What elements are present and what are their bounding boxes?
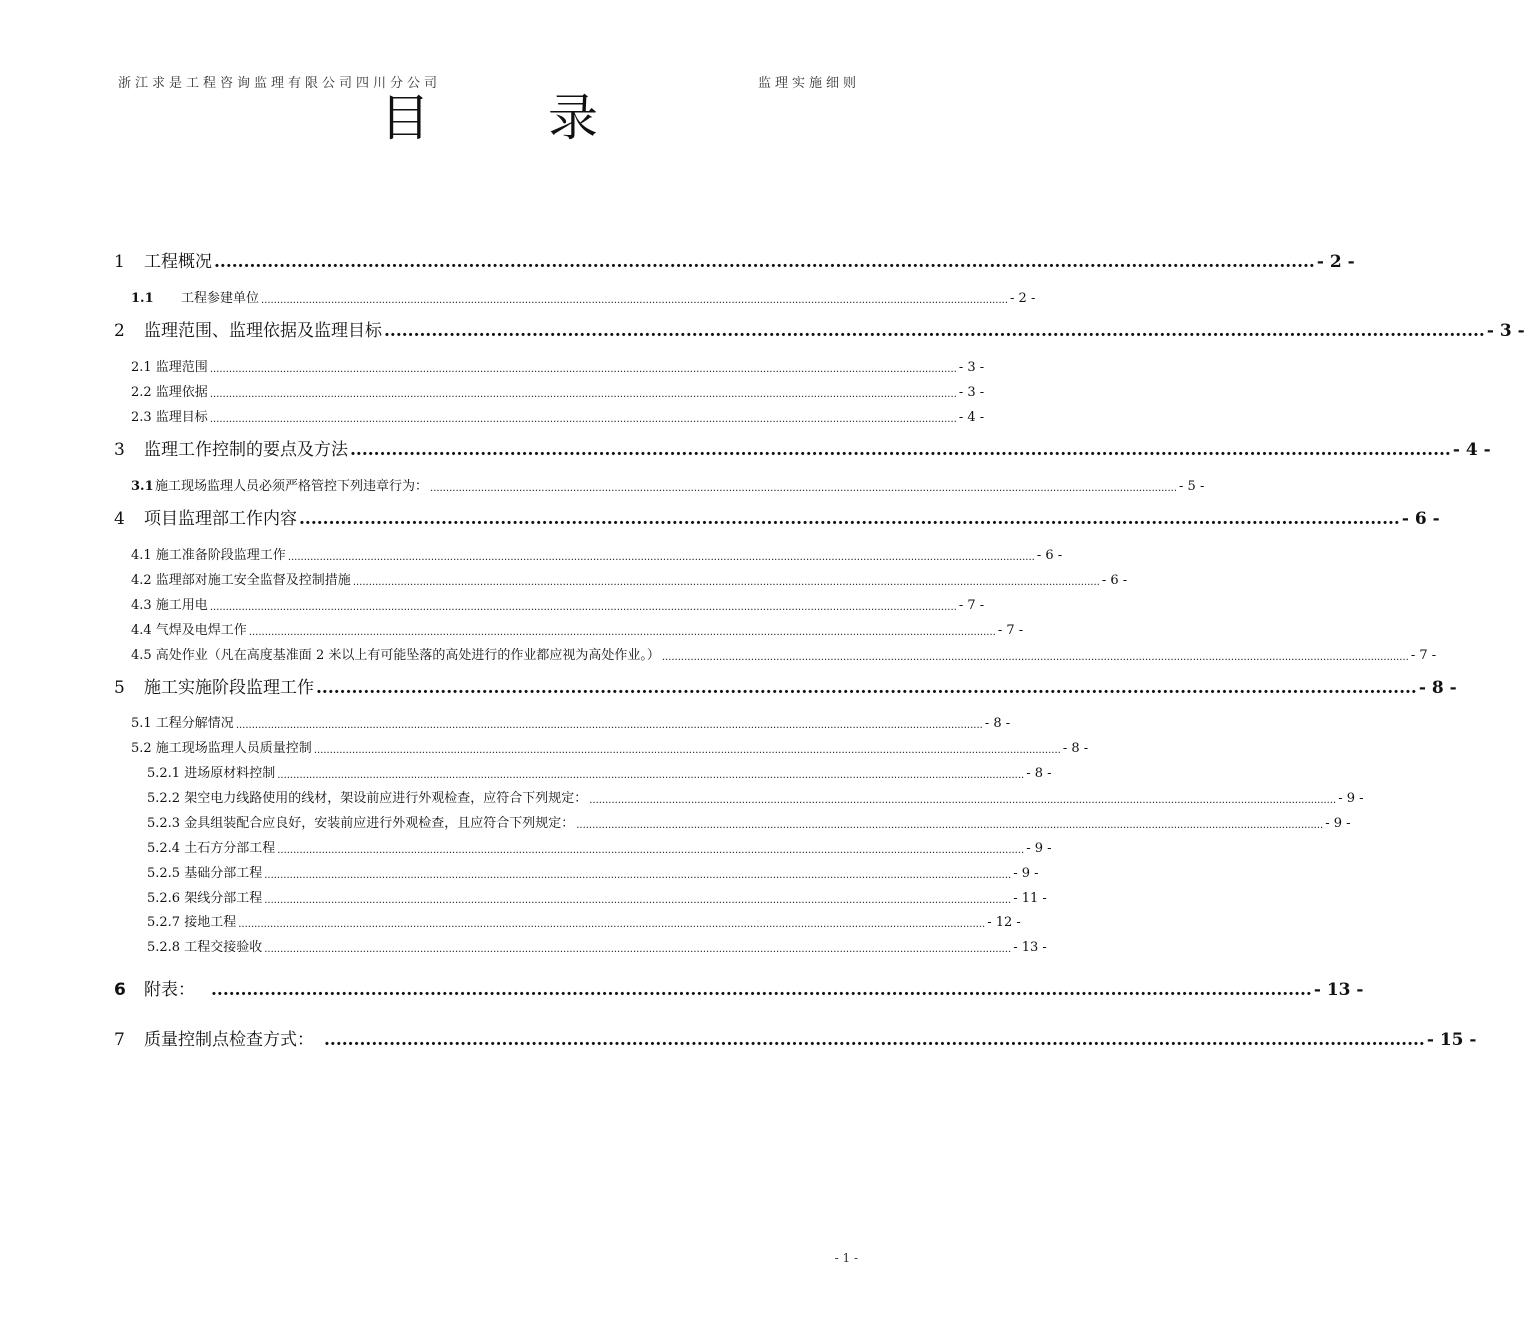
toc-label: 监理工作控制的要点及方法 — [144, 440, 348, 460]
toc-page: - 3 - — [958, 360, 985, 375]
toc-entry-5-2-1[interactable] — [0, 761, 1052, 781]
toc-label: 4.4 气焊及电焊工作 — [131, 623, 247, 638]
toc-label: 4.2 监理部对施工安全监督及控制措施 — [131, 573, 351, 588]
page-number: - 1 - — [834, 1251, 858, 1265]
toc-page: - 7 - — [958, 598, 985, 613]
toc-leader: .......................................................................................................................................................................................... — [211, 980, 1312, 1000]
title-char-2: 录 — [548, 89, 598, 147]
toc-leader: ........................................................................................................................................................................................................................................... — [277, 845, 1025, 856]
toc-page: - 11 - — [1013, 891, 1047, 906]
toc-entry-3-1[interactable] — [0, 474, 1205, 494]
toc-leader: ........................................................................................................................................................................................................................................... — [589, 795, 1337, 806]
toc-entry-5-2-6[interactable] — [0, 886, 1047, 906]
toc-page: - 3 - — [958, 385, 985, 400]
toc-label: 5.2.2 架空电力线路使用的线材，架设前应进行外观检查，应符合下列规定： — [147, 791, 588, 806]
toc-leader: ........................................................................................................................................................................................................................................... — [277, 770, 1025, 781]
toc-page: - 9 - — [1325, 816, 1351, 831]
toc-leader: ........................................................................................................................................................................................................................................... — [248, 627, 996, 638]
toc-page: - 4 - — [1452, 440, 1491, 460]
toc-leader: .......................................................................................................................................................................................... — [384, 321, 1485, 341]
toc-label: 4.5 高处作业（凡在高度基准面 2 米以上有可能坠落的高处进行的作业都应视为高处作业。） — [131, 648, 660, 663]
toc-leader: ........................................................................................................................................................................................................................................... — [209, 602, 957, 613]
toc-label: 5.2.4 土石方分部工程 — [147, 841, 276, 856]
toc-leader: ........................................................................................................................................................................................................................................... — [209, 364, 957, 375]
toc-number: 4 — [114, 509, 125, 529]
toc-page: - 12 - — [987, 915, 1021, 930]
toc-page: - 8 - — [1418, 678, 1457, 698]
toc-label: 5.2.6 架线分部工程 — [147, 891, 263, 906]
toc-leader: ........................................................................................................................................................................................................................................... — [264, 944, 1012, 955]
toc-entry-6[interactable] — [0, 976, 1364, 1000]
toc-entry-4-2[interactable] — [0, 568, 1128, 588]
toc-leader: ........................................................................................................................................................................................................................................... — [238, 919, 986, 930]
toc-number: 3.1 — [131, 479, 154, 494]
toc-label: 5.1 工程分解情况 — [131, 716, 234, 731]
toc-page: - 7 - — [1410, 648, 1437, 663]
toc-entry-5-2-4[interactable] — [0, 836, 1052, 856]
page-title — [0, 88, 950, 158]
toc-label: 5.2.3 金具组装配合应良好，安装前应进行外观检查，且应符合下列规定： — [147, 816, 575, 831]
toc-leader: .......................................................................................................................................................................................... — [316, 678, 1417, 698]
toc-entry-4[interactable] — [0, 505, 1440, 529]
toc-leader: ........................................................................................................................................................................................................................................... — [661, 652, 1409, 663]
toc-leader: ........................................................................................................................................................................................................................................... — [430, 483, 1178, 494]
toc-leader: .......................................................................................................................................................................................... — [350, 440, 1451, 460]
toc-number: 6 — [114, 980, 126, 1000]
toc-number: 1 — [114, 252, 125, 272]
toc-page: - 5 - — [1179, 479, 1205, 494]
toc-entry-4-5[interactable] — [0, 643, 1437, 663]
toc-label: 2.2 监理依据 — [131, 385, 208, 400]
toc-page: - 13 - — [1313, 980, 1364, 1000]
toc-page: - 8 - — [984, 716, 1011, 731]
toc-label: 5.2.5 基础分部工程 — [147, 866, 263, 881]
toc-entry-3[interactable] — [0, 436, 1491, 460]
toc-entry-5-2[interactable] — [0, 736, 1089, 756]
toc-leader: ........................................................................................................................................................................................................................................... — [209, 389, 957, 400]
toc-number: 2 — [114, 321, 125, 341]
toc-label: 附表： — [144, 980, 195, 1000]
toc-leader: ........................................................................................................................................................................................................................................... — [352, 577, 1100, 588]
toc-entry-4-1[interactable] — [0, 543, 1063, 563]
toc-entry-7[interactable] — [0, 1026, 1477, 1050]
toc-label: 2.3 监理目标 — [131, 410, 208, 425]
toc-label: 施工现场监理人员必须严格管控下列违章行为： — [155, 479, 429, 494]
toc-leader: ........................................................................................................................................................................................................................................... — [264, 870, 1012, 881]
toc-number: 5 — [114, 678, 125, 698]
toc-page: - 2 - — [1316, 252, 1355, 272]
toc-leader: ........................................................................................................................................................................................................................................... — [261, 295, 1009, 306]
toc-label: 施工实施阶段监理工作 — [144, 678, 314, 698]
toc-label: 5.2 施工现场监理人员质量控制 — [131, 741, 312, 756]
toc-page: - 13 - — [1013, 940, 1047, 955]
toc-page: - 6 - — [1101, 573, 1128, 588]
toc-number: 1.1 — [131, 291, 154, 306]
toc-entry-2-1[interactable] — [0, 355, 985, 375]
toc-label: 项目监理部工作内容 — [144, 509, 297, 529]
toc-label: 4.1 施工准备阶段监理工作 — [131, 548, 286, 563]
toc-leader: .......................................................................................................................................................................................... — [299, 509, 1400, 529]
toc-page: - 3 - — [1486, 321, 1525, 341]
toc-entry-5-2-8[interactable] — [0, 935, 1047, 955]
toc-entry-2-2[interactable] — [0, 380, 985, 400]
toc-leader: ........................................................................................................................................................................................................................................... — [264, 895, 1012, 906]
toc-leader: ........................................................................................................................................................................................................................................... — [576, 820, 1324, 831]
toc-entry-1-1[interactable] — [0, 286, 1036, 306]
toc-page: - 9 - — [1026, 841, 1052, 856]
header-doc-type: 监理实施细则 — [757, 76, 860, 91]
toc-page: - 4 - — [958, 410, 985, 425]
toc-page: - 6 - — [1036, 548, 1063, 563]
toc-page: - 6 - — [1401, 509, 1440, 529]
toc-label: 质量控制点检查方式： — [144, 1030, 314, 1050]
toc-entry-4-3[interactable] — [0, 593, 985, 613]
toc-label: 5.2.7 接地工程 — [147, 915, 237, 930]
toc-entry-5-2-7[interactable] — [0, 910, 1021, 930]
toc-label: 工程参建单位 — [181, 291, 260, 306]
toc-entry-2-3[interactable] — [0, 405, 985, 425]
toc-leader: ........................................................................................................................................................................................................................................... — [235, 720, 983, 731]
toc-entry-2[interactable] — [0, 317, 1525, 341]
toc-label: 5.2.1 进场原材料控制 — [147, 766, 276, 781]
toc-entry-5[interactable] — [0, 674, 1457, 698]
toc-page: - 8 - — [1026, 766, 1052, 781]
toc-leader: ........................................................................................................................................................................................................................................... — [313, 745, 1061, 756]
toc-entry-5-2-2[interactable] — [0, 786, 1364, 806]
header-company: 浙江求是工程咨询监理有限公司四川分公司 — [118, 76, 442, 91]
toc-leader: ........................................................................................................................................................................................................................................... — [287, 552, 1035, 563]
toc-page: - 2 - — [1010, 291, 1036, 306]
toc-label: 4.3 施工用电 — [131, 598, 208, 613]
toc-leader: .......................................................................................................................................................................................... — [214, 252, 1315, 272]
toc-page: - 9 - — [1338, 791, 1364, 806]
toc-entry-5-2-3[interactable] — [0, 811, 1351, 831]
toc-label: 工程概况 — [144, 252, 212, 272]
toc-page: - 15 - — [1426, 1030, 1477, 1050]
title-char-1: 目 — [380, 89, 430, 147]
toc-page: - 8 - — [1062, 741, 1089, 756]
toc-entry-5-2-5[interactable] — [0, 861, 1039, 881]
toc-leader: ........................................................................................................................................................................................................................................... — [209, 414, 957, 425]
toc-number: 7 — [114, 1030, 125, 1050]
toc-entry-1[interactable] — [0, 248, 1355, 272]
toc-label: 5.2.8 工程交接验收 — [147, 940, 263, 955]
toc-entry-4-4[interactable] — [0, 618, 1024, 638]
toc-leader: .......................................................................................................................................................................................... — [324, 1030, 1425, 1050]
toc-label: 监理范围、监理依据及监理目标 — [144, 321, 382, 341]
toc-number: 3 — [114, 440, 125, 460]
toc-page: - 9 - — [1013, 866, 1039, 881]
toc-label: 2.1 监理范围 — [131, 360, 208, 375]
toc-entry-5-1[interactable] — [0, 711, 1011, 731]
toc-page: - 7 - — [997, 623, 1024, 638]
